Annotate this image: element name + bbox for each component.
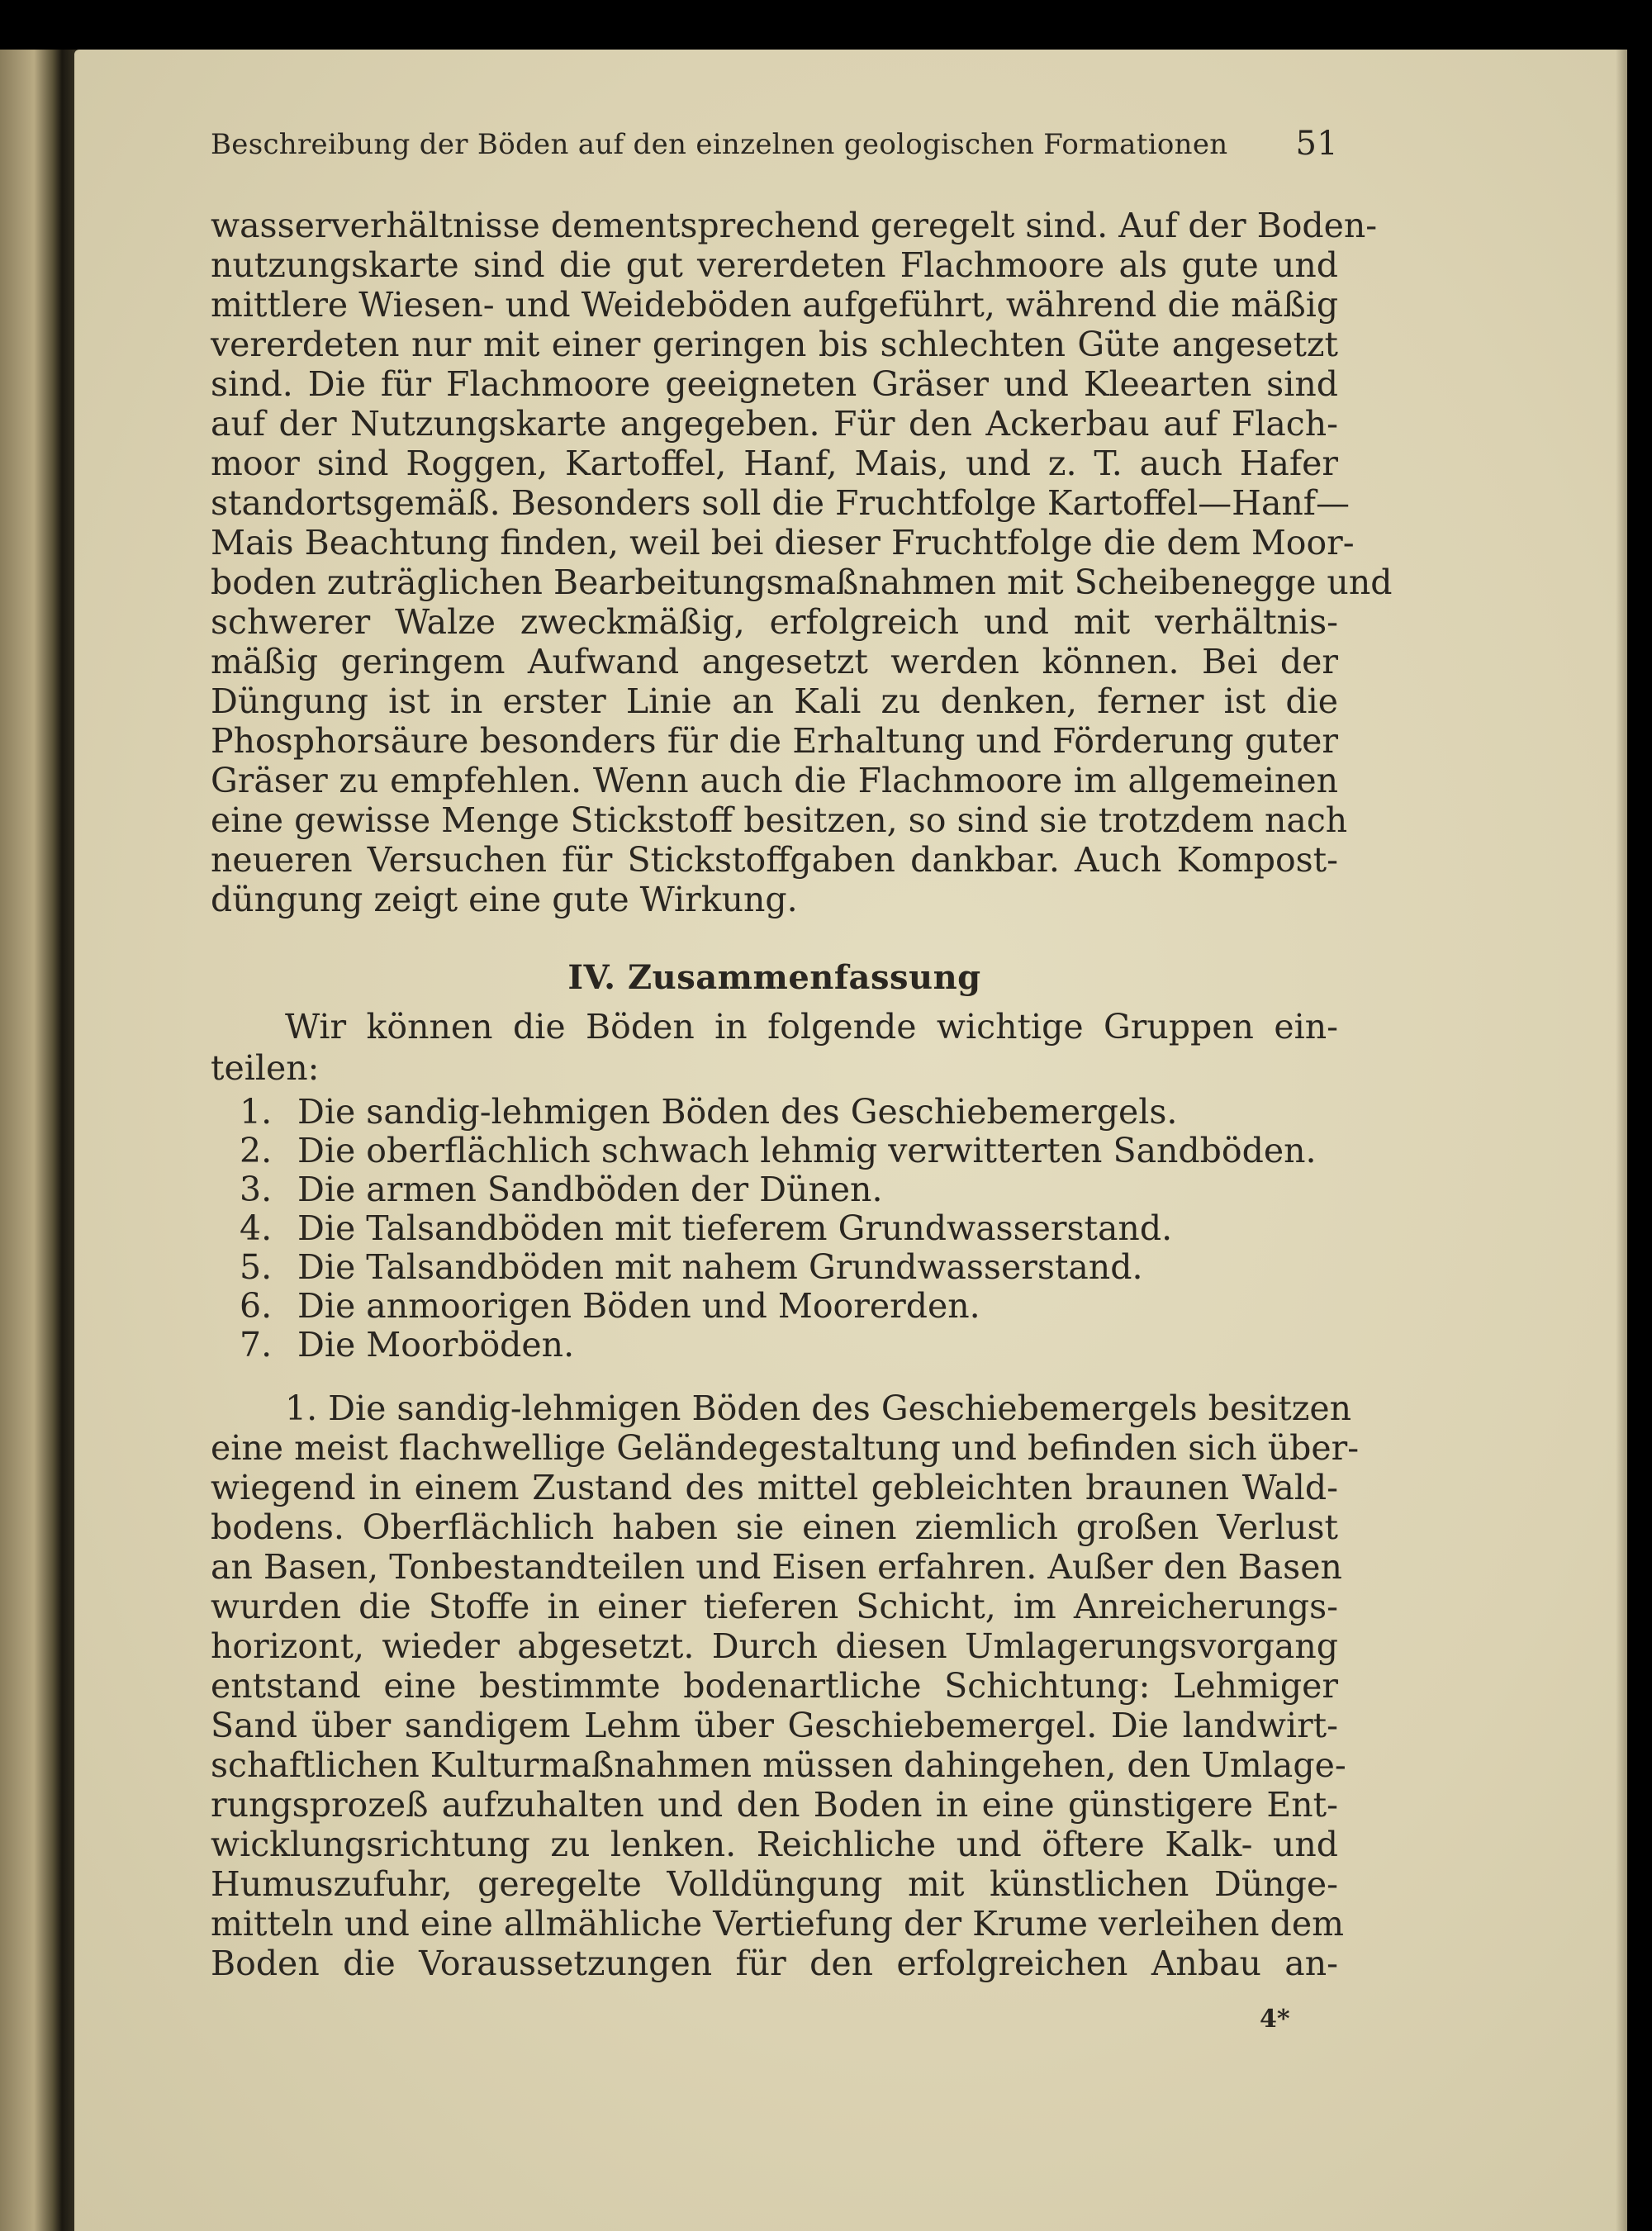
text-line: entstand eine bestimmte bodenartliche Schichtung: Lehmiger — [211, 1666, 1338, 1706]
text-line: mittlere Wiesen- und Weideböden aufgeführt, während die mäßig — [211, 285, 1339, 325]
list-item — [240, 1092, 1338, 1132]
text-line: Gräser zu empfehlen. Wenn auch die Flachmoore im allgemeinen — [211, 761, 1338, 800]
text-line: Sand über sandigem Lehm über Geschiebemergel. Die landwirt- — [211, 1706, 1338, 1745]
list-number: 7. — [240, 1325, 273, 1365]
text-line: wurden die Stoffe in einer tieferen Schicht, im Anreicherungs- — [211, 1587, 1338, 1626]
text-line: wasserverhältnisse dementsprechend geregelt sind. Auf der Boden- — [211, 206, 1378, 245]
text-line: eine gewisse Menge Stickstoff besitzen, so sind sie trotzdem nach — [211, 800, 1348, 840]
text-line: horizont, wieder abgesetzt. Durch diesen Umlagerungsvorgang — [211, 1626, 1338, 1666]
text-line: Wir können die Böden in folgende wichtige Gruppen ein- — [285, 1007, 1338, 1047]
text-line: Boden die Voraussetzungen für den erfolgreichen Anbau an- — [211, 1944, 1338, 1983]
list-item — [240, 1286, 1338, 1326]
text-line: mäßig geringem Aufwand angesetzt werden können. Bei der — [211, 642, 1338, 681]
text-line: an Basen, Tonbestandteilen und Eisen erfahren. Außer den Basen — [211, 1547, 1342, 1587]
text-line: düngung zeigt eine gute Wirkung. — [211, 880, 798, 919]
list-text: Die Talsandböden mit tieferem Grundwasserstand. — [297, 1208, 1173, 1248]
text-line: bodens. Oberflächlich haben sie einen ziemlich großen Verlust — [211, 1507, 1338, 1547]
text-line: moor sind Roggen, Kartoffel, Hanf, Mais, und z. T. auch Hafer — [211, 444, 1338, 483]
list-number: 5. — [240, 1247, 273, 1287]
list-text: Die armen Sandböden der Dünen. — [297, 1170, 883, 1209]
page-number: 51 — [1295, 125, 1338, 163]
list-item — [240, 1208, 1338, 1248]
list-text: Die sandig-lehmigen Böden des Geschiebemergels. — [297, 1092, 1178, 1132]
text-line: wicklungsrichtung zu lenken. Reichliche und öftere Kalk- und — [211, 1825, 1338, 1864]
page-edge-shadow — [1616, 50, 1627, 2231]
section-heading: IV. Zusammenfassung — [567, 958, 981, 997]
signature-mark: 4* — [1260, 2005, 1290, 2034]
text-line: schaftlichen Kulturmaßnahmen müssen dahingehen, den Umlage- — [211, 1745, 1346, 1785]
list-number: 3. — [240, 1170, 273, 1209]
text-line: Phosphorsäure besonders für die Erhaltung und Förderung guter — [211, 721, 1338, 761]
list-number: 1. — [240, 1092, 273, 1132]
list-item — [240, 1131, 1338, 1170]
text-line: Mais Beachtung finden, weil bei dieser Fruchtfolge die dem Moor- — [211, 523, 1355, 562]
list-text: Die Moorböden. — [297, 1325, 575, 1365]
list-item — [240, 1247, 1338, 1287]
text-line: vererdeten nur mit einer geringen bis schlechten Güte angesetzt — [211, 325, 1338, 364]
running-head-title: Beschreibung der Böden auf den einzelnen geologischen Formationen — [211, 128, 1228, 161]
text-line: auf der Nutzungskarte angegeben. Für den Ackerbau auf Flach- — [211, 404, 1338, 444]
adjacent-page-edge — [0, 50, 62, 2231]
text-line: Humuszufuhr, geregelte Volldüngung mit künstlichen Dünge- — [211, 1864, 1338, 1904]
list-text: Die Talsandböden mit nahem Grundwasserstand. — [297, 1247, 1143, 1287]
text-line: boden zuträglichen Bearbeitungsmaßnahmen mit Scheibenegge und — [211, 562, 1393, 602]
text-line: standortsgemäß. Besonders soll die Fruchtfolge Kartoffel—Hanf— — [211, 483, 1350, 523]
text-line: wiegend in einem Zustand des mittel gebleichten braunen Wald- — [211, 1468, 1338, 1507]
list-number: 4. — [240, 1208, 273, 1248]
text-line: schwerer Walze zweckmäßig, erfolgreich und mit verhältnis- — [211, 602, 1338, 642]
text-line: rungsprozeß aufzuhalten und den Boden in eine günstigere Ent- — [211, 1785, 1338, 1825]
list-number: 6. — [240, 1286, 273, 1326]
list-number: 2. — [240, 1131, 273, 1170]
text-line: 1. Die sandig-lehmigen Böden des Geschiebemergels besitzen — [285, 1388, 1351, 1428]
list-text: Die anmoorigen Böden und Moorerden. — [297, 1286, 980, 1326]
text-line: mitteln und eine allmähliche Vertiefung der Krume verleihen dem — [211, 1904, 1344, 1944]
text-line: nutzungskarte sind die gut vererdeten Flachmoore als gute und — [211, 245, 1338, 285]
list-item — [240, 1170, 1338, 1209]
text-line: neueren Versuchen für Stickstoffgaben dankbar. Auch Kompost- — [211, 840, 1338, 880]
text-line: eine meist flachwellige Geländegestaltung und befinden sich über- — [211, 1428, 1360, 1468]
list-text: Die oberflächlich schwach lehmig verwitterten Sandböden. — [297, 1131, 1317, 1170]
text-line: teilen: — [211, 1048, 320, 1088]
text-line: sind. Die für Flachmoore geeigneten Gräser und Kleearten sind — [211, 364, 1338, 404]
list-item — [240, 1325, 1338, 1365]
running-head — [211, 125, 1338, 178]
text-line: Düngung ist in erster Linie an Kali zu denken, ferner ist die — [211, 681, 1338, 721]
